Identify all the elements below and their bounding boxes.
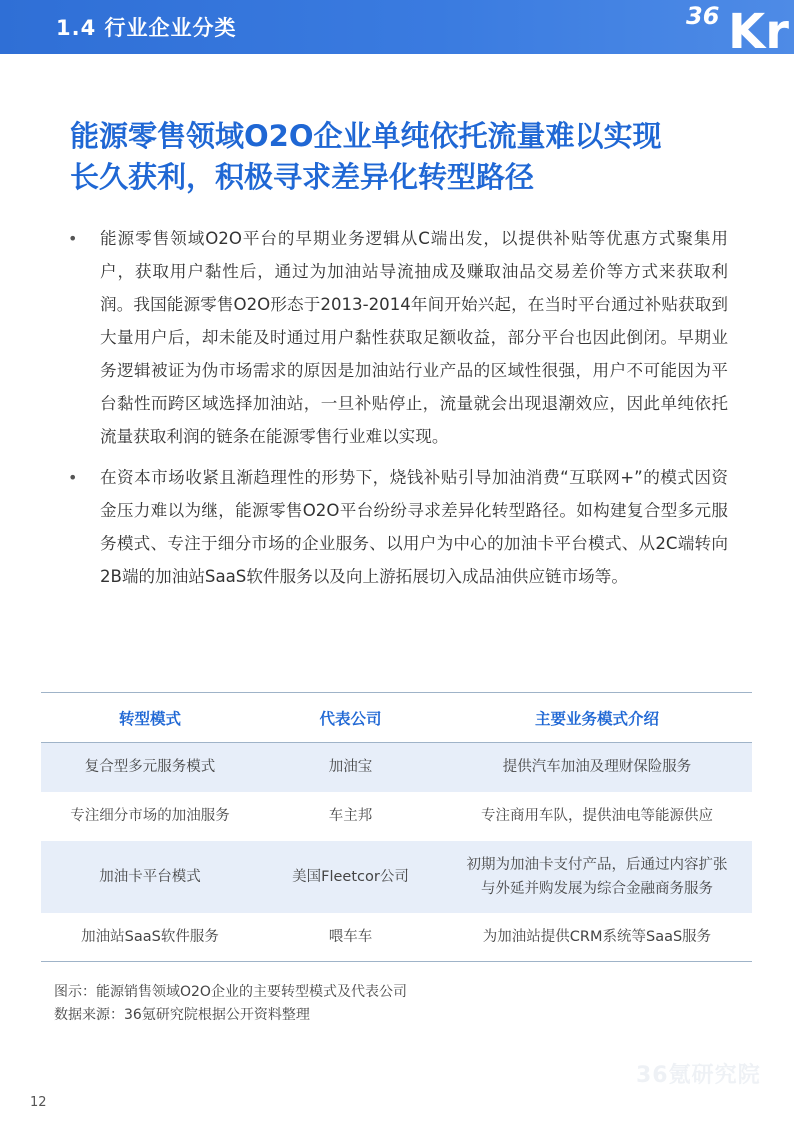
cell-mode: 专注细分市场的加油服务 xyxy=(70,808,230,824)
cell-description xyxy=(442,743,752,792)
cell-company: 车主邦 xyxy=(328,808,373,824)
header-company: 代表公司 xyxy=(319,709,382,728)
cell-description xyxy=(442,792,752,841)
cell-mode: 加油站SaaS软件服务 xyxy=(81,928,219,945)
page-number: 12 xyxy=(30,1095,47,1110)
title-line-2: 长久获利，积极寻求差异化转型路径 xyxy=(70,160,535,194)
header-mode: 转型模式 xyxy=(118,709,181,728)
table xyxy=(41,692,752,962)
table-row xyxy=(41,841,752,913)
watermark: 36氪研究院 xyxy=(636,1063,761,1088)
page-title xyxy=(70,116,750,198)
cell-company: 美国Fleetcor公司 xyxy=(292,868,409,885)
bullet-dot-icon: • xyxy=(68,468,78,487)
caption-figure: 图示：能源销售领域O2O企业的主要转型模式及代表公司 xyxy=(54,984,407,1000)
logo-letter: Kr xyxy=(728,4,789,60)
desc-line: 提供汽车加油及理财保险服务 xyxy=(502,759,692,776)
cell-company: 喂车车 xyxy=(328,928,373,945)
cell-description xyxy=(442,841,752,913)
table-row xyxy=(41,743,752,792)
bullet-text: 在资本市场收紧且渐趋理性的形势下，烧钱补贴引导加油消费“互联网+”的模式因资金压力难以为继，能源零售O2O平台纷纷寻求差异化转型路径。如构建复合型多元服务模式、专注于细分市场的企业服务、以用户为中心的加油卡平台模式、从2C端转向2B端的加油站SaaS软件服务以及向上游拓展切入成品油供应链市场等。 xyxy=(100,468,728,586)
transformation-table xyxy=(41,692,752,962)
36kr-logo xyxy=(684,0,794,60)
figure-caption xyxy=(54,981,407,1027)
section-title: 1.4 行业企业分类 xyxy=(56,16,237,40)
table-row xyxy=(41,792,752,841)
bullet-item xyxy=(68,222,728,453)
desc-line: 专注商用车队，提供油电等能源供应 xyxy=(481,808,713,824)
desc-line: 初期为加油卡支付产品，后通过内容扩张 xyxy=(466,856,728,873)
caption-source: 数据来源：36氪研究院根据公开资料整理 xyxy=(54,1007,310,1023)
title-line-1: 能源零售领域O2O企业单纯依托流量难以实现 xyxy=(70,119,662,153)
header-description: 主要业务模式介绍 xyxy=(534,709,659,728)
cell-description xyxy=(442,913,752,962)
header-bar xyxy=(0,0,794,60)
logo-number: 36 xyxy=(686,2,720,30)
table-row xyxy=(41,913,752,962)
cell-mode: 复合型多元服务模式 xyxy=(84,759,216,776)
bullet-text: 能源零售领域O2O平台的早期业务逻辑从C端出发，以提供补贴等优惠方式聚集用户，获取用户黏性后，通过为加油站导流抽成及赚取油品交易差价等方式来获取利润。我国能源零售O2O形态于2013-2014年间开始兴起，在当时平台通过补贴获取到大量用户后，却未能及时通过用户黏性获取足额收益，部分平台也因此倒闭。早期业务逻辑被证为伪市场需求的原因是加油站行业产品的区域性很强，用户不可能因为平台黏性而跨区域选择加油站，一旦补贴停止，流量就会出现退潮效应，因此单纯依托流量获取利润的链条在能源零售行业难以实现。 xyxy=(100,229,728,446)
desc-line: 与外延并购发展为综合金融商务服务 xyxy=(481,880,713,897)
cell-mode: 加油卡平台模式 xyxy=(99,868,201,885)
desc-line: 为加油站提供CRM系统等SaaS服务 xyxy=(482,928,712,945)
bullet-dot-icon: • xyxy=(68,229,78,248)
bullet-item xyxy=(68,461,728,593)
table-header-row xyxy=(41,693,752,743)
bullet-list xyxy=(68,222,728,593)
cell-company: 加油宝 xyxy=(328,759,373,776)
